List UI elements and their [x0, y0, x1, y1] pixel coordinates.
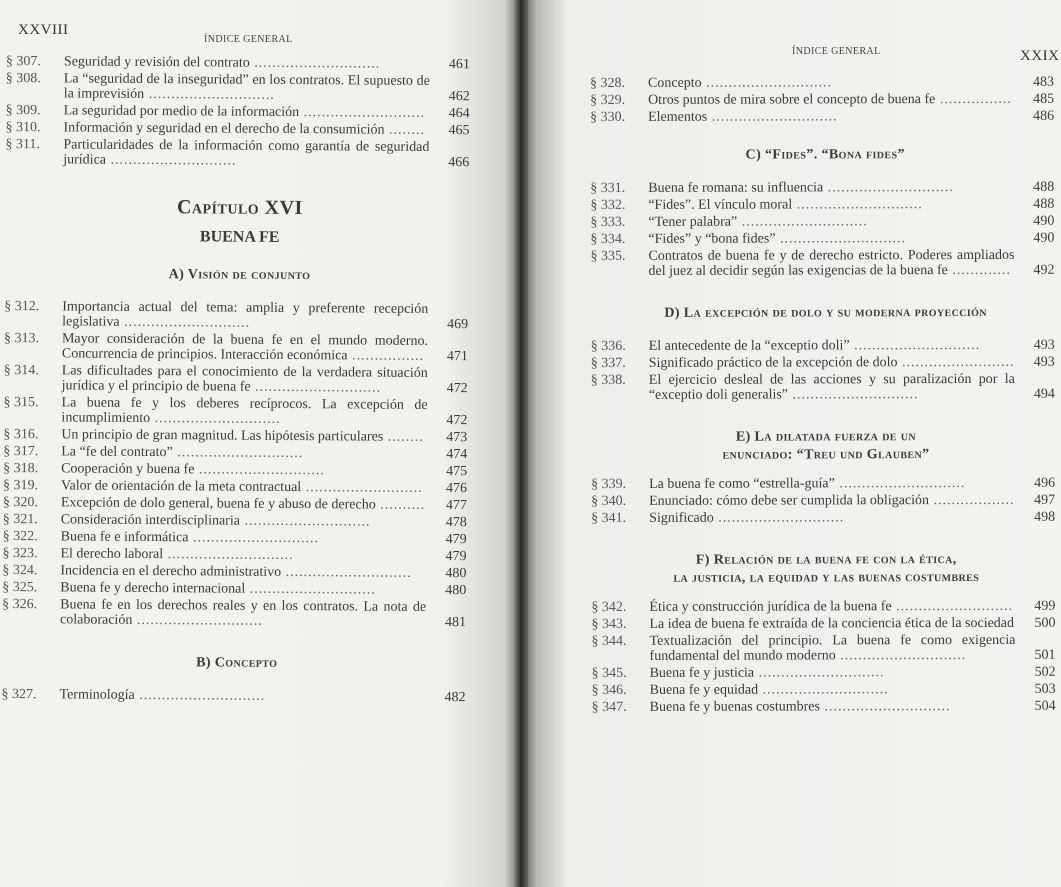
toc-entry-page: 472 — [446, 381, 468, 397]
toc-entry — [6, 71, 476, 104]
toc-entry — [590, 109, 1060, 125]
toc-entry-page: 479 — [445, 532, 467, 548]
toc-entry-title-text: El derecho laboral — [60, 546, 164, 563]
toc-entry-number: § 333. — [590, 214, 626, 230]
toc-entry-number: § 328. — [590, 75, 626, 91]
toc-entry-page: 471 — [446, 349, 468, 365]
leader-dots: ............................ — [823, 180, 954, 196]
section-f-entries — [591, 599, 1061, 715]
toc-entry-title-text: Significado — [649, 510, 714, 526]
toc-entry-title — [648, 109, 1014, 125]
toc-entry — [3, 495, 473, 513]
toc-entry — [591, 633, 1061, 664]
toc-entry-title-text: Incidencia en el derecho administrativo — [60, 563, 282, 580]
toc-entry — [592, 665, 1061, 681]
section-f-heading-line2: la justicia, la equidad y las buenas costumbres — [673, 569, 980, 586]
toc-entry-title — [64, 54, 430, 72]
toc-entry-page: 488 — [1033, 196, 1055, 212]
toc-entry-number: § 324. — [2, 562, 38, 579]
section-e-heading-line2: enunciado: “Treu und Glauben” — [722, 447, 930, 463]
toc-entry-number: § 347. — [591, 699, 627, 715]
toc-entry-number: § 330. — [590, 109, 626, 125]
toc-entry-title — [60, 597, 426, 630]
toc-entry — [592, 682, 1061, 698]
section-a-entries — [2, 299, 474, 630]
toc-entry-number: § 322. — [2, 528, 38, 545]
toc-entry — [590, 180, 1060, 196]
right-running-title: ÍNDICE GENERAL — [792, 46, 881, 57]
leader-dots: ............................ — [163, 547, 294, 564]
toc-entry-number: § 319. — [2, 477, 39, 494]
toc-entry-title-text: Consideración interdisciplinaria — [60, 512, 241, 529]
toc-entry-title — [59, 687, 425, 705]
toc-entry — [590, 248, 1060, 279]
leader-dots: ............................ — [758, 682, 889, 698]
toc-entry-title-text: Ética y construcción jurídica de la buena fe — [649, 599, 892, 615]
toc-entry — [591, 493, 1061, 509]
section-e-heading — [591, 428, 1061, 465]
toc-entry-title-text: Buena fe y justicia — [649, 665, 755, 681]
leader-dots: ........ — [383, 429, 424, 445]
toc-entry-page: 493 — [1033, 354, 1055, 370]
toc-entry-page: 480 — [445, 583, 467, 599]
toc-entry-title-text: La buena fe como “estrella-guía” — [649, 476, 835, 492]
leader-dots: ................ — [347, 348, 425, 364]
toc-entry-title-text: Buena fe y buenas costumbres — [649, 699, 820, 715]
toc-entry-title-text: Buena fe romana: su influencia — [648, 180, 824, 196]
leader-dots: ............................ — [737, 214, 868, 230]
leader-dots: .................. — [929, 492, 1015, 509]
toc-entry — [3, 478, 473, 496]
toc-entry-page: 479 — [445, 549, 467, 565]
toc-entry — [5, 137, 475, 170]
leader-dots: ............................ — [188, 530, 320, 547]
toc-entry-page: 474 — [446, 447, 468, 463]
toc-entry — [591, 372, 1061, 403]
toc-entry-title — [649, 476, 1015, 492]
toc-entry-title-text: Buena fe e informática — [60, 529, 189, 546]
section-c-entries — [590, 180, 1060, 279]
toc-entry — [3, 461, 473, 479]
toc-entry — [3, 512, 473, 530]
leader-dots: ................ — [935, 91, 1012, 108]
toc-entry-number: § 311. — [5, 136, 40, 153]
toc-entry — [591, 355, 1061, 371]
toc-entry-title — [649, 633, 1015, 664]
toc-entry-title — [61, 495, 427, 513]
toc-entry — [2, 546, 472, 564]
leader-dots: ............................ — [249, 55, 381, 72]
leader-dots: ........................... — [299, 105, 426, 121]
toc-entry-title-text: Buena fe y derecho internacional — [60, 580, 246, 597]
leader-dots: ............................ — [194, 462, 325, 479]
toc-entry — [590, 92, 1060, 108]
left-running-title: ÍNDICE GENERAL — [204, 34, 293, 45]
toc-entry-title — [61, 512, 427, 530]
toc-entry-title-text: Enunciado: cómo debe ser cumplida la obligación — [649, 493, 930, 509]
toc-entry-number: § 316. — [3, 426, 39, 443]
toc-entry-title-text: La idea de buena fe extraída de la conciencia ética de la sociedad — [649, 615, 1015, 632]
toc-entry-number: § 334. — [590, 231, 626, 247]
leader-dots: ............................ — [835, 648, 967, 664]
toc-entry-title-text: Contratos de buena fe y de derecho estricto. Poderes ampliados del juez al decidir según las exigencias de la buena fe — [648, 247, 1015, 279]
section-d-entries — [591, 338, 1061, 403]
section-e-heading-line1: E) La dilatada fuerza de un — [735, 429, 917, 445]
toc-entry — [4, 331, 474, 364]
toc-entry-page: 490 — [1033, 230, 1055, 246]
leader-dots: ......................... — [897, 354, 1015, 371]
toc-entry-title — [649, 599, 1015, 615]
toc-entry-title-text: Importancia actual del tema: amplia y preferente recepción legislativa — [62, 299, 429, 330]
toc-entry-page: 498 — [1034, 509, 1056, 525]
toc-entry-number: § 345. — [591, 665, 627, 681]
toc-entry-number: § 307. — [5, 54, 41, 70]
toc-entry-title — [648, 75, 1014, 91]
toc-entry-title — [60, 580, 426, 598]
section-e-entries — [591, 476, 1061, 526]
toc-entry-number: § 335. — [590, 248, 626, 264]
toc-entry-page: 480 — [445, 566, 467, 582]
toc-entry-number: § 337. — [590, 355, 626, 371]
section-f-heading — [591, 551, 1061, 588]
toc-entry-title-text: La “fe del contrato” — [61, 444, 173, 461]
toc-entry — [6, 54, 476, 72]
toc-entry-number: § 320. — [2, 494, 38, 511]
toc-entry-page: 466 — [448, 155, 470, 171]
toc-entry-title — [61, 478, 427, 496]
toc-entry-title-text: El ejercicio desleal de las acciones y su paralización por la “exceptio doli generalis” — [648, 371, 1015, 403]
toc-entry — [3, 529, 473, 547]
toc-entry-title — [648, 248, 1014, 279]
toc-entry-number: § 321. — [2, 511, 38, 528]
toc-entry-title — [650, 699, 1016, 715]
right-page — [520, 0, 1061, 887]
right-page-number: XXIX — [1020, 48, 1060, 64]
toc-entry-title-text: Valor de orientación de la meta contractual — [60, 478, 302, 496]
toc-entry-page: 503 — [1034, 681, 1056, 697]
toc-entry-number: § 317. — [3, 443, 39, 460]
toc-entry-number: § 318. — [3, 460, 39, 477]
toc-entry-title — [63, 137, 429, 170]
toc-entry-title — [64, 103, 430, 121]
toc-entry-title-text: La buena fe y los deberes recíprocos. La excepción de incumplimiento — [61, 395, 428, 427]
leader-dots: ............................ — [134, 687, 266, 704]
toc-entry-number: § 308. — [5, 70, 41, 87]
toc-entry-title-text: Buena fe en los derechos reales y en los contratos. La nota de colaboración — [59, 597, 427, 628]
leader-dots: ............................ — [281, 564, 412, 581]
toc-entry-page: 476 — [445, 481, 468, 497]
toc-entry — [591, 599, 1061, 615]
toc-entry-page: 475 — [446, 464, 468, 480]
toc-entry-title-text: Cooperación y buena fe — [61, 461, 195, 478]
toc-entry-number: § 327. — [1, 686, 37, 703]
toc-entry — [590, 214, 1060, 230]
toc-entry — [3, 395, 473, 428]
toc-entry-title-text: Seguridad y revisión del contrato — [63, 54, 250, 71]
section-c-heading: C) “Fides”. “Bona fides” — [745, 147, 905, 163]
toc-entry-title — [60, 563, 426, 581]
toc-entry-page: 485 — [1033, 91, 1055, 107]
toc-entry — [591, 616, 1061, 632]
toc-entry-title-text: Textualización del principio. La buena fe como exigencia fundamental del mundo moderno — [649, 632, 1016, 664]
toc-entry-page: 493 — [1033, 337, 1055, 353]
toc-entry-title — [62, 299, 428, 332]
toc-entry-title — [61, 395, 427, 428]
left-page — [0, 0, 520, 887]
toc-entry-title — [63, 120, 429, 138]
leader-dots: ............................ — [834, 476, 966, 492]
toc-entry-title-text: Otros puntos de mira sobre el concepto de buena fe — [648, 92, 936, 108]
toc-entry — [591, 510, 1061, 526]
section-b-heading: B) Concepto — [196, 655, 278, 671]
toc-entry-title — [64, 71, 430, 104]
toc-entry-page: 497 — [1034, 492, 1056, 508]
toc-entry-page: 462 — [448, 89, 470, 105]
toc-entry-page: 501 — [1034, 647, 1056, 663]
leader-dots: ............................ — [245, 581, 376, 598]
toc-entry-number: § 326. — [2, 596, 38, 613]
toc-entry-title — [649, 338, 1015, 354]
toc-entry — [590, 231, 1060, 247]
toc-entry-title — [60, 546, 426, 564]
book-gutter — [514, 0, 528, 887]
leader-dots: ............................ — [849, 337, 981, 354]
toc-entry-title-text: Excepción de dolo general, buena fe y abuso de derecho — [60, 495, 376, 513]
left-content — [1, 54, 476, 707]
toc-entry-number: § 312. — [4, 298, 40, 315]
toc-entry-page: 473 — [446, 430, 468, 446]
section-f-heading-line1: F) Relación de la buena fe con la ética, — [695, 552, 957, 568]
leader-dots: ............................ — [119, 314, 251, 331]
toc-entry-title-text: Las dificultades para el conocimiento de la verdadera situación jurídica y el principio de buena fe — [61, 363, 428, 395]
toc-entry-page: 504 — [1034, 698, 1056, 714]
toc-entry-page: 496 — [1034, 475, 1056, 491]
toc-entry — [591, 476, 1061, 492]
toc-entry — [590, 75, 1060, 91]
leader-dots: .......... — [375, 497, 426, 513]
toc-entry-title-text: Particularidades de la información como garantía de seguridad jurídica — [63, 137, 430, 168]
leader-dots: .......................... — [301, 480, 423, 496]
toc-entry-number: § 331. — [590, 180, 626, 196]
toc-entry-number: § 325. — [2, 579, 38, 596]
toc-entry-number: § 342. — [591, 599, 627, 615]
toc-entry-number: § 341. — [591, 510, 627, 526]
toc-entry-title — [62, 331, 428, 364]
toc-entry-title-text: Mayor consideración de la buena fe en el mundo moderno. Concurrencia de principios. Interacción económica — [61, 331, 429, 364]
toc-entry — [6, 103, 476, 121]
section-a-heading: A) Visión de conjunto — [168, 267, 311, 284]
toc-entry-title — [650, 682, 1016, 698]
toc-entry-title-text: El antecedente de la “exceptio doli” — [648, 338, 850, 354]
leader-dots: ........ — [384, 122, 426, 138]
toc-entry-number: § 340. — [591, 493, 627, 509]
toc-entry-title — [649, 510, 1015, 526]
right-top-entries — [590, 75, 1060, 125]
toc-entry-title-text: “Tener palabra” — [648, 214, 738, 230]
toc-entry-title-text: La “seguridad de la inseguridad” en los contratos. El supuesto de la imprevisión — [63, 71, 430, 102]
toc-entry-title — [648, 197, 1014, 213]
toc-entry-number: § 323. — [2, 545, 38, 562]
toc-entry-page: 499 — [1034, 598, 1056, 614]
toc-entry-page: 464 — [448, 106, 470, 122]
toc-entry-page: 502 — [1034, 664, 1056, 680]
toc-entry-number: § 332. — [590, 197, 626, 213]
leader-dots: ............................ — [172, 445, 304, 462]
leader-dots: ............................ — [250, 379, 382, 396]
toc-entry-title-text: “Fides”. El vínculo moral — [648, 197, 793, 213]
toc-entry-number: § 309. — [5, 102, 41, 119]
left-top-entries — [5, 54, 476, 170]
toc-entry-number: § 343. — [591, 616, 627, 632]
toc-entry — [3, 444, 473, 462]
toc-entry-title-text: Elementos — [648, 109, 708, 125]
chapter-title: Capítulo XVI — [176, 196, 303, 220]
toc-entry-title-text: La seguridad por medio de la información — [63, 103, 300, 121]
toc-entry-title-text: Buena fe y equidad — [649, 682, 759, 698]
toc-entry-title — [650, 665, 1016, 681]
toc-entry — [1, 687, 471, 705]
toc-entry — [4, 363, 474, 396]
toc-entry-title — [649, 493, 1015, 509]
toc-entry-title — [648, 231, 1014, 247]
toc-entry — [592, 699, 1061, 715]
toc-entry-page: 490 — [1033, 213, 1055, 229]
toc-entry-title — [62, 363, 428, 396]
leader-dots: ............................ — [819, 699, 951, 715]
toc-entry — [590, 197, 1060, 213]
leader-dots: ............................ — [150, 411, 281, 427]
toc-entry-page: 500 — [1034, 615, 1056, 631]
toc-entry-title — [649, 616, 1015, 632]
toc-entry-number: § 346. — [591, 682, 627, 698]
toc-entry-number: § 313. — [3, 330, 40, 347]
toc-entry-number: § 314. — [3, 362, 39, 379]
toc-entry-page: 494 — [1033, 386, 1055, 402]
toc-entry-title — [61, 427, 427, 445]
toc-entry-title-text: Terminología — [59, 687, 135, 703]
toc-entry-title-text: Información y seguridad en el derecho de la consumición — [63, 120, 385, 138]
leader-dots: ............. — [947, 262, 1011, 279]
toc-entry-number: § 338. — [590, 372, 626, 388]
leader-dots: .......................... — [891, 598, 1014, 615]
toc-entry-number: § 315. — [3, 394, 39, 411]
toc-entry — [2, 580, 472, 598]
toc-entry-title — [649, 372, 1015, 403]
toc-entry — [2, 597, 472, 630]
toc-entry-title — [648, 214, 1014, 230]
leader-dots: ............................ — [792, 197, 923, 213]
toc-entry-page: 478 — [445, 515, 467, 531]
toc-entry-page: 488 — [1033, 179, 1055, 195]
toc-entry-title — [61, 529, 427, 547]
toc-entry — [5, 120, 475, 138]
toc-entry-page: 477 — [445, 498, 467, 514]
toc-entry-title — [648, 92, 1014, 108]
toc-entry-page: 486 — [1033, 108, 1055, 124]
toc-entry-number: § 339. — [591, 476, 627, 492]
leader-dots: ............................ — [132, 612, 263, 629]
toc-entry-number: § 329. — [590, 92, 626, 108]
toc-entry-title — [648, 180, 1014, 196]
toc-entry-page: 483 — [1032, 74, 1055, 90]
toc-entry-title-text: Significado práctico de la excepción de dolo — [648, 355, 898, 371]
section-d-heading: D) La excepción de dolo y su moderna proyección — [664, 304, 987, 321]
chapter-subtitle: BUENA FE — [199, 228, 280, 246]
toc-entry-page: 481 — [444, 615, 467, 631]
toc-entry-number: § 344. — [591, 633, 627, 649]
toc-entry-number: § 310. — [5, 119, 41, 136]
toc-entry-number: § 336. — [590, 338, 626, 354]
toc-entry-title — [61, 444, 427, 462]
toc-entry — [2, 563, 472, 581]
toc-entry-page: 465 — [448, 123, 470, 139]
leader-dots: ............................ — [701, 75, 833, 91]
leader-dots: ............................ — [775, 231, 907, 247]
left-page-number: XXVIII — [18, 22, 69, 38]
toc-entry-title-text: “Fides” y “bona fides” — [648, 231, 776, 247]
leader-dots: ............................ — [239, 513, 371, 530]
toc-entry-page: 472 — [446, 413, 468, 429]
right-content — [590, 75, 1061, 717]
toc-entry — [4, 299, 474, 332]
leader-dots: ............................ — [787, 387, 919, 403]
toc-entry-title — [649, 355, 1015, 371]
toc-entry-page: 469 — [447, 317, 469, 333]
section-b-entries — [1, 687, 471, 705]
toc-entry — [3, 427, 473, 445]
leader-dots: ............................ — [713, 510, 845, 526]
toc-entry-title-text: Un principio de gran magnitud. Las hipótesis particulares — [61, 427, 384, 445]
toc-entry-title — [61, 461, 427, 479]
leader-dots: ............................ — [754, 665, 885, 681]
toc-entry-page: 482 — [444, 690, 466, 706]
toc-entry — [591, 338, 1061, 354]
toc-entry-page: 461 — [448, 57, 470, 73]
toc-entry-title-text: Concepto — [647, 75, 702, 91]
leader-dots: ............................ — [105, 152, 237, 169]
leader-dots: ............................ — [707, 109, 838, 125]
toc-entry-page: 492 — [1033, 262, 1055, 278]
leader-dots: ............................ — [144, 86, 275, 103]
